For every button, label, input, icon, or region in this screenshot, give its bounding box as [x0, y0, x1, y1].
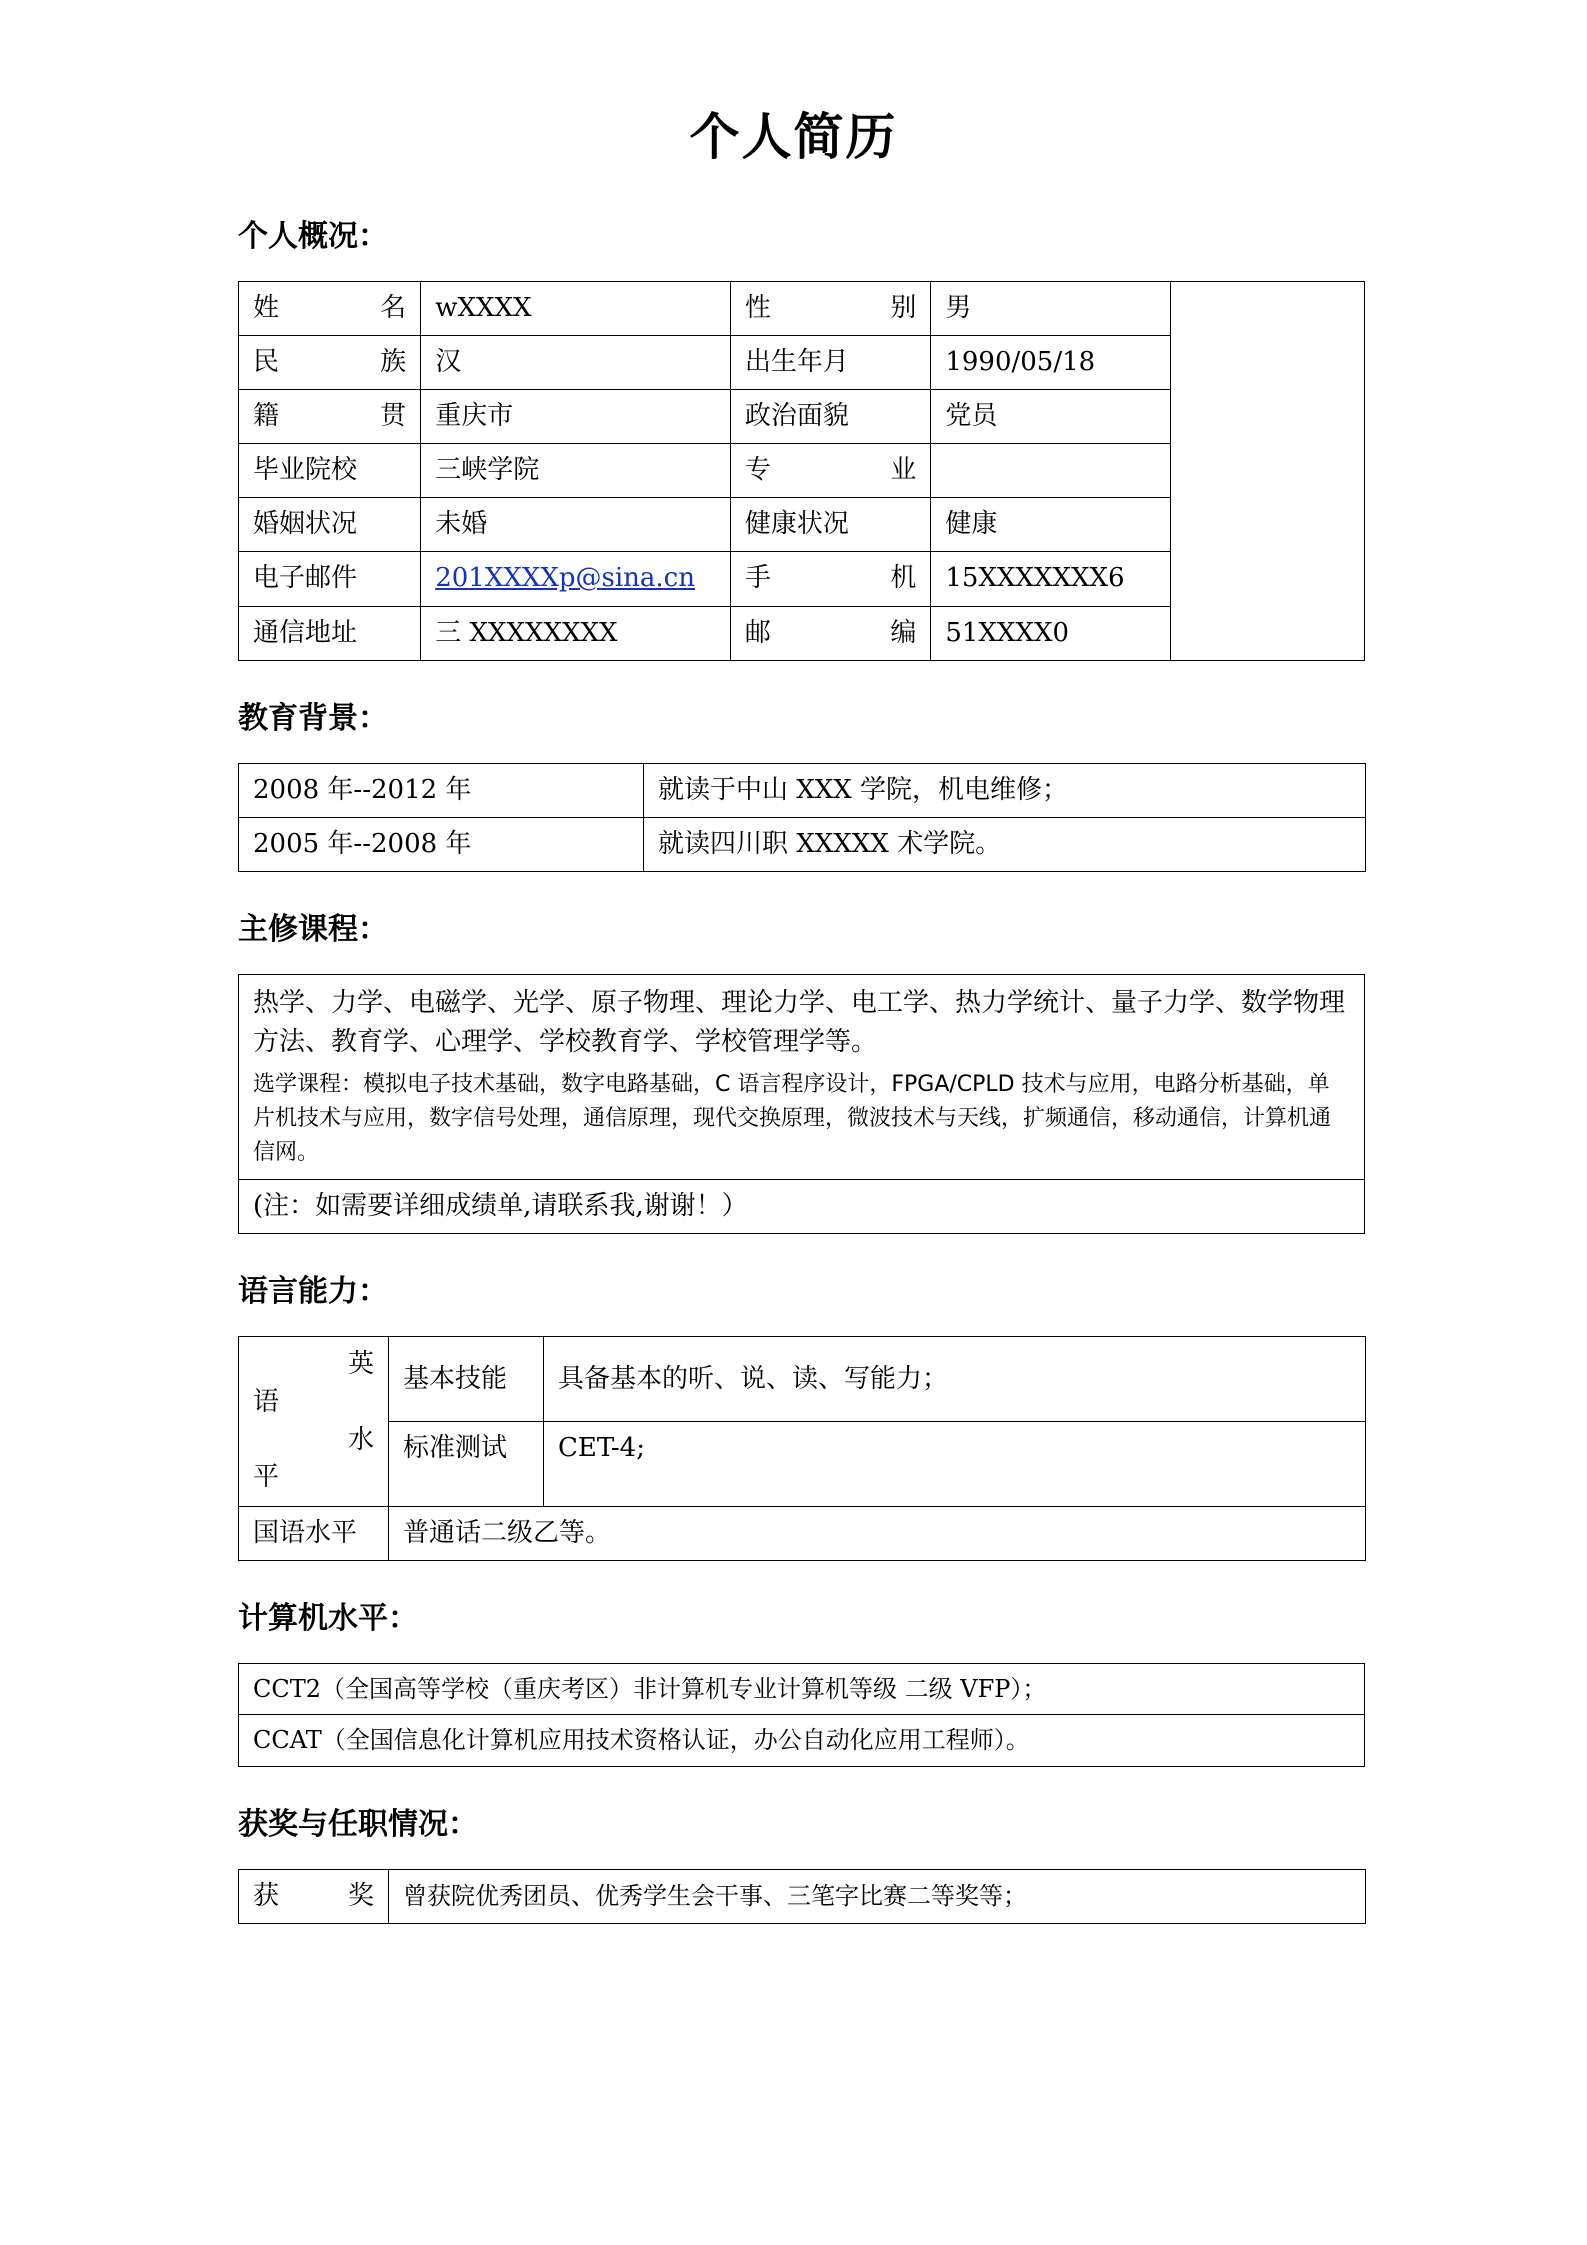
table-row [239, 1506, 1366, 1560]
english-label-line-3: 水 [347, 1424, 374, 1455]
label-part-1: 姓 [253, 293, 280, 323]
cell-label-address: 通信地址 [239, 606, 421, 660]
cell-label-marital-status: 婚姻状况 [239, 498, 421, 552]
label-part-1: 民 [253, 347, 280, 378]
label-part-1: 获 [253, 1880, 280, 1911]
cell-value-gender: 男 [931, 282, 1170, 336]
english-label-line-4: 平 [253, 1462, 280, 1493]
section-heading-courses: 主修课程： [238, 911, 388, 947]
cell-value-ethnicity: 汉 [421, 336, 731, 390]
label-part-1: 专 [744, 455, 771, 486]
cell-value-basic-skills: 具备基本的听、说、读、写能力； [544, 1337, 1366, 1422]
section-heading-education: 教育背景： [238, 700, 388, 736]
label-part-2: 编 [890, 617, 917, 648]
cell-value-political-status: 党员 [931, 390, 1170, 444]
label-part-1: 邮 [744, 617, 771, 648]
cell-label-gender [730, 282, 930, 336]
cell-courses-note: (注：如需要详细成绩单,请联系我,谢谢！） [239, 1180, 1365, 1234]
cell-computer-cert-2: CCAT（全国信息化计算机应用技术资格认证，办公自动化应用工程师）。 [239, 1715, 1365, 1766]
cell-photo-placeholder [1170, 282, 1364, 661]
cell-label-mandarin-level: 国语水平 [239, 1506, 389, 1560]
cell-value-school: 三峡学院 [421, 444, 731, 498]
education-table-wrap [0, 763, 1587, 872]
cell-value-major [931, 444, 1170, 498]
cell-value-postcode: 51XXXX0 [931, 606, 1170, 660]
spacer [0, 872, 1587, 912]
table-row [239, 1869, 1366, 1923]
label-part-2: 业 [890, 455, 917, 486]
table-row [239, 763, 1366, 817]
label-part-2: 奖 [347, 1880, 374, 1911]
cell-label-school: 毕业院校 [239, 444, 421, 498]
english-label-line-2: 语 [253, 1386, 280, 1417]
english-label-line-1: 英 [347, 1349, 374, 1380]
cell-education-period: 2008 年--2012 年 [239, 763, 644, 817]
cell-education-period: 2005 年--2008 年 [239, 817, 644, 871]
awards-table-wrap [0, 1869, 1587, 1924]
label-part-2: 别 [890, 293, 917, 323]
cell-computer-cert-1: CCT2（全国高等学校（重庆考区）非计算机专业计算机等级 二级 VFP）； [239, 1664, 1365, 1715]
label-part-2: 名 [380, 293, 407, 323]
table-row [239, 1180, 1365, 1234]
spacer [0, 1767, 1587, 1807]
label-part-1: 籍 [253, 401, 280, 432]
education-table [238, 763, 1366, 872]
spacer [0, 165, 1587, 219]
personal-info-table [238, 281, 1365, 661]
cell-courses-body [239, 974, 1365, 1179]
section-heading-personal: 个人概况： [238, 219, 388, 254]
cell-value-email [421, 552, 731, 606]
computer-table-wrap [0, 1663, 1587, 1767]
cell-label-name [239, 282, 421, 336]
cell-label-english-level [239, 1337, 389, 1507]
label-part-1: 手 [744, 563, 771, 594]
label-part-2: 贯 [380, 401, 407, 432]
spacer [0, 1234, 1587, 1274]
personal-table-wrap [0, 281, 1587, 661]
section-heading-language: 语言能力： [238, 1274, 388, 1310]
table-row [239, 1664, 1365, 1715]
awards-table [238, 1869, 1366, 1924]
cell-label-email: 电子邮件 [239, 552, 421, 606]
cell-value-award: 曾获院优秀团员、优秀学生会干事、三笔字比赛二等奖等； [389, 1869, 1366, 1923]
cell-value-marital-status: 未婚 [421, 498, 731, 552]
language-table [238, 1336, 1366, 1561]
table-row [239, 1422, 1366, 1507]
cell-education-detail: 就读于中山 XXX 学院，机电维修； [644, 763, 1366, 817]
cell-value-standard-test: CET-4; [544, 1422, 1366, 1507]
language-table-wrap [0, 1336, 1587, 1561]
courses-table-wrap [0, 974, 1587, 1234]
table-row [239, 974, 1365, 1179]
label-part-1: 性 [744, 293, 771, 323]
table-row [239, 282, 1365, 336]
document-title: 个人简历 [689, 108, 898, 166]
cell-value-health: 健康 [931, 498, 1170, 552]
cell-label-postcode [730, 606, 930, 660]
section-heading-awards: 获奖与任职情况： [238, 1806, 478, 1842]
spacer [0, 1637, 1587, 1663]
label-part-2: 机 [890, 563, 917, 594]
cell-label-major [730, 444, 930, 498]
spacer [0, 255, 1587, 281]
email-link[interactable]: 201XXXXp@sina.cn [435, 563, 695, 594]
cell-value-mandarin-level: 普通话二级乙等。 [389, 1506, 1366, 1560]
courses-table [238, 974, 1365, 1234]
cell-label-basic-skills: 基本技能 [389, 1337, 544, 1422]
spacer [0, 948, 1587, 974]
table-row [239, 1715, 1365, 1766]
section-heading-computer: 计算机水平： [238, 1601, 418, 1637]
cell-label-hometown [239, 390, 421, 444]
cell-value-address: 三 XXXXXXXX [421, 606, 731, 660]
cell-value-mobile: 15XXXXXXX6 [931, 552, 1170, 606]
cell-label-award [239, 1869, 389, 1923]
spacer [0, 1561, 1587, 1601]
courses-elective-text: 选学课程：模拟电子技术基础，数字电路基础，C 语言程序设计，FPGA/CPLD 技术与应用，电路分析基础，单片机技术与应用，数字信号处理，通信原理，现代交换原理，微波技术与天线，扩频通信，移动通信，计算机通信网。 [253, 1071, 1332, 1166]
computer-skill-table [238, 1663, 1365, 1767]
spacer [0, 737, 1587, 763]
spacer [0, 1310, 1587, 1336]
courses-main-text: 热学、力学、电磁学、光学、原子物理、理论力学、电工学、热力学统计、量子力学、数学物理方法、教育学、心理学、学校教育学、学校管理学等。 [253, 987, 1346, 1057]
cell-value-birthdate: 1990/05/18 [931, 336, 1170, 390]
cell-label-health: 健康状况 [730, 498, 930, 552]
table-row [239, 817, 1366, 871]
cell-label-mobile [730, 552, 930, 606]
table-row [239, 1337, 1366, 1422]
spacer [0, 661, 1587, 701]
cell-label-birthdate: 出生年月 [730, 336, 930, 390]
spacer [0, 1843, 1587, 1869]
cell-value-name: wXXXX [421, 282, 731, 336]
label-part-2: 族 [380, 347, 407, 378]
cell-education-detail: 就读四川职 XXXXX 术学院。 [644, 817, 1366, 871]
cell-value-hometown: 重庆市 [421, 390, 731, 444]
cell-label-political-status: 政治面貌 [730, 390, 930, 444]
cell-label-ethnicity [239, 336, 421, 390]
cell-label-standard-test: 标准测试 [389, 1422, 544, 1507]
